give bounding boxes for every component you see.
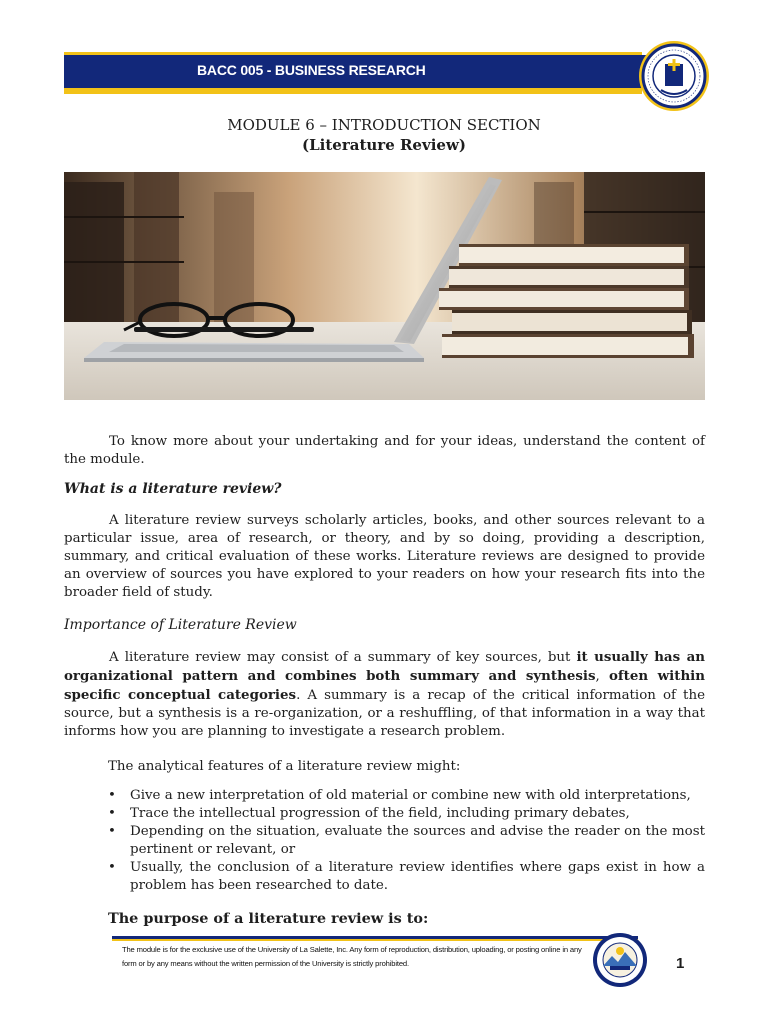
what-paragraph: A literature review surveys scholarly articles, books, and other sources relevant to a particular issue, area of research, or theory, and by so doing, providing a description, summary, and critical evaluation of these works. Literature reviews are designed to provide an overview of sources you have explored to your readers on how your research fits into the broader field of study. [64, 513, 705, 600]
list-item: • Give a new interpretation of old material or combine new with old interpretations, [108, 788, 691, 803]
importance-paragraph: A literature review may consist of a summary of key sources, but it usually has an organizational pattern and combines both summary and synthesis, often within specific conceptual categories. A summary is a recap of the critical information of the source, but a synthesis is a re-organization, or a reshuffling, of that information in a way that informs how you are planning to investigate a research problem. [64, 649, 706, 739]
purpose-heading: The purpose of a literature review is to: [108, 910, 429, 927]
intro-paragraph: To know more about your undertaking and for your ideas, understand the content of the module. [64, 434, 705, 467]
module-subtitle: (Literature Review) [302, 136, 466, 154]
laptop-books-photo-icon [64, 172, 705, 400]
course-title: BACC 005 - BUSINESS RESEARCH [197, 62, 426, 78]
module-title: MODULE 6 – INTRODUCTION SECTION [227, 116, 541, 134]
footer-gold-rule [112, 939, 638, 941]
university-seal-footer-icon [592, 932, 648, 988]
list-item: • Trace the intellectual progression of the field, including primary debates, [108, 806, 630, 821]
features-intro: The analytical features of a literature review might: [108, 759, 461, 774]
importance-heading: Importance of Literature Review [64, 617, 297, 633]
page-number: 1 [676, 955, 685, 972]
list-item: • Usually, the conclusion of a literature review identifies where gaps exist in how a problem has been researched to date. [108, 860, 705, 893]
what-heading: What is a literature review? [64, 481, 282, 497]
university-seal-icon [638, 40, 710, 112]
list-item: • Depending on the situation, evaluate the sources and advise the reader on the most pertinent or relevant, or [108, 824, 705, 857]
features-list [108, 787, 705, 895]
footer-notice: The module is for the exclusive use of the University of La Salette, Inc. Any form of reproduction, distribution, uploading, or posting online in any form or by any means without the written permission of the University is strictly prohibited. [122, 945, 582, 968]
